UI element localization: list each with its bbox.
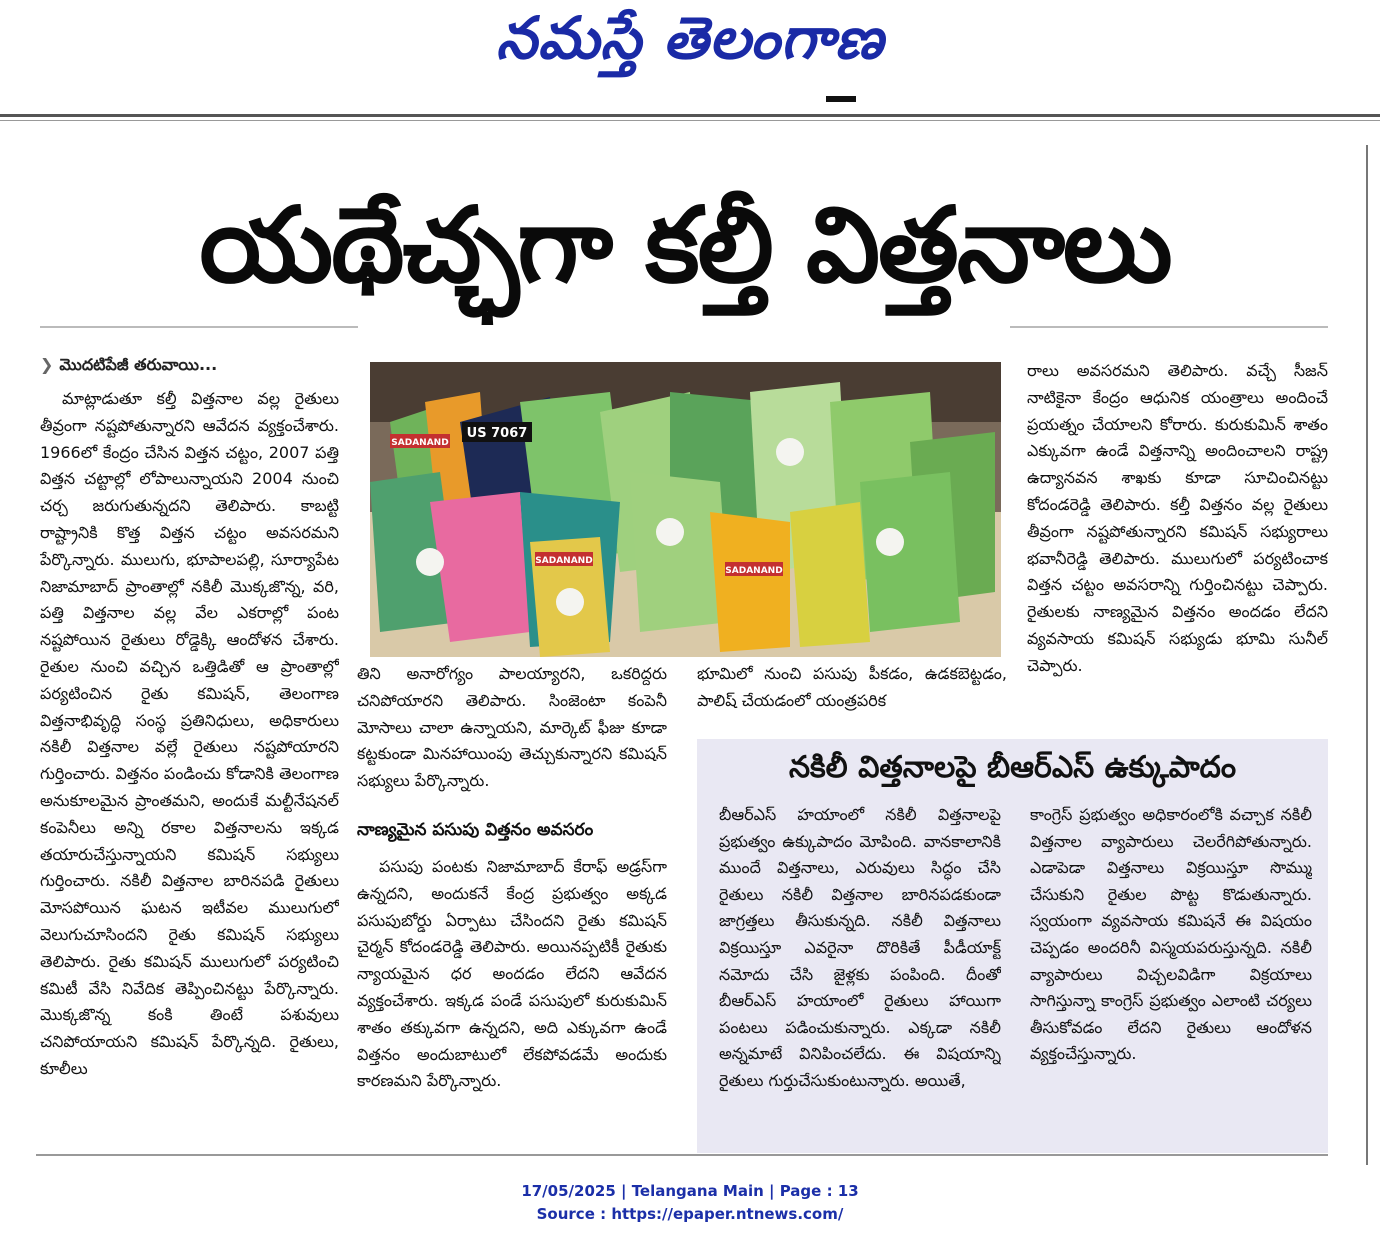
- column-1-text: మాట్లాడుతూ కల్తీ విత్తనాల వల్ల రైతులు తీవ్రంగా నష్టపోతున్నారని ఆవేదన వ్యక్తంచేశారు. 1966లో కేంద్రం చేసిన విత్తన చట్టం, 2007 పత్తి విత్తన చట్టాల్లో లోపాలున్నాయని 2004 నుంచి చర్చ జరుగుతున్నదని తెలిపారు. కాబట్టి రాష్ట్రానికి కొత్త విత్తన చట్టం అవసరమని పేర్కొన్నారు. ములుగు, భూపాలపల్లి, సూర్యాపేట నిజామాబాద్ ప్రాంతాల్లో నకిలీ మొక్కజొన్న, వరి, పత్తి విత్తనాల వల్ల వేల ఎకరాల్లో పంట నష్టపోయిన రైతులు రోడ్డెక్కి ఆందోళన చేశారు. రైతుల నుంచి వచ్చిన ఒత్తిడితో ఆ ప్రాంతాల్లో పర్యటించిన రైతు కమిషన్, తెలంగాణ విత్తనాభివృద్ధి సంస్థ ప్రతినిధులు, అధికారులు నకిలీ విత్తనాల వల్లే రైతులు నష్టపోయారని గుర్తించారు. విత్తనం పండించు కోడానికి తెలంగాణ అనుకూలమైన ప్రాంతమని, అందుకే మల్టీనేషనల్ కంపెనీలు అన్ని రకాల విత్తనాలను ఇక్కడ తయారుచేస్తున్నాయని కమిషన్ సభ్యులు గుర్తించారు. నకిలీ విత్తనాల బారినపడి రైతులు మోసపోయిన ఘటన ఇటీవల ములుగులో వెలుగుచూసిందని రైతు కమిషన్ సభ్యులు తెలిపారు. రైతు కమిషన్ ములుగులో పర్యటించి కమిటీ వేసి నివేదిక తెప్పించినట్టు పేర్కొన్నారు. మొక్కజొన్న కంకి తింటే పశువులు చనిపోయాయని కమిషన్ పేర్కొన్నది. రైతులు, కూలీలు: [40, 389, 339, 1078]
- continuation-kicker: [40, 355, 217, 378]
- packet-label-1: US 7067: [466, 426, 528, 441]
- sidebar-box: [697, 739, 1328, 1153]
- article-column-2-bottom: [357, 854, 667, 1139]
- box-column-right: [1030, 802, 1312, 1147]
- box-title: నకిలీ విత్తనాలపై బీఆర్‌ఎస్ ఉక్కుపాదం: [788, 750, 1237, 785]
- headline-rule-right: [1010, 326, 1328, 328]
- newspaper-title: నమస్తే తెలంగాణ: [496, 4, 884, 72]
- packet-label-4: SADANAND: [535, 556, 593, 566]
- headline: యథేచ్ఛగా కల్తీ విత్తనాలు: [199, 184, 1171, 306]
- article-column-4: [1027, 358, 1328, 724]
- footer-date-page: 17/05/2025 | Telangana Main | Page : 13: [521, 1182, 859, 1200]
- headline-rule-left: [40, 326, 358, 328]
- seed-packets-image: [370, 362, 1001, 657]
- column-2-bottom-text: పసుపు పంటకు నిజామాబాద్ కేరాఫ్ అడ్రస్‌గా ఉన్నదని, అందుకనే కేంద్ర ప్రభుత్వం అక్కడ పసుపుబోర్డు ఏర్పాటు చేసిందని రైతు కమిషన్ చైర్మన్ కోదండరెడ్డి తెలిపారు. అయినప్పటికీ రైతుకు న్యాయమైన ధర అందడం లేదని ఆవేదన వ్యక్తంచేశారు. ఇక్కడ పండే పసుపులో కురుకుమిన్ శాతం తక్కువగా ఉన్నదని, అది ఎక్కువగా ఉండే విత్తనం అందుబాటులో లేకపోవడమే అందుకు కారణమని పేర్కొన్నారు.: [357, 857, 667, 1091]
- packet-label-2: SADANAND: [391, 438, 449, 448]
- article-column-3: [697, 661, 1007, 721]
- column-4-text: రాలు అవసరమని తెలిపారు. వచ్చే సీజన్ నాటికైనా కేంద్రం ఆధునిక యంత్రాలు అందించే ప్రయత్నం చేయాలని కోరారు. కురుకుమిన్ శాతం ఎక్కువగా ఉండే విత్తనాన్ని అందించాలని రాష్ట్ర ఉద్యానవన శాఖకు కూడా సూచించినట్టు కోదండరెడ్డి తెలిపారు. కల్తీ విత్తనం వల్ల రైతులు తీవ్రంగా నష్టపోతున్నారని కమిషన్ సభ్యురాలు భవానీరెడ్డి తెలిపారు. ములుగులో పర్యటించాక విత్తన చట్టం అవసరాన్ని గుర్తించినట్టు చెప్పారు. రైతులకు నాణ్యమైన విత్తనం అందడం లేదని వ్యవసాయ కమిషన్ సభ్యుడు భూమి సునీల్ చెప్పారు.: [1027, 361, 1328, 675]
- column-3-text: భూమిలో నుంచి పసుపు పీకడం, ఉడకబెట్టడం, పాలిష్ చేయడంలో యంత్రపరిక: [697, 664, 1007, 710]
- column-2-top-text: తిని అనారోగ్యం పాలయ్యారని, ఒకరిద్దరు చనిపోయారని తెలిపారు. సింజెంటా కంపెనీ మోసాలు చాలా ఉన్నాయని, మార్కెట్ ఫీజు కూడా కట్టకుండా మినహాయింపు తెచ్చుకున్నారని కమిషన్ సభ్యులు పేర్కొన్నారు.: [357, 664, 667, 791]
- page-edge-rule: [1366, 145, 1368, 1165]
- masthead: [0, 0, 1380, 100]
- box-right-text: కాంగ్రెస్ ప్రభుత్వం అధికారంలోకి వచ్చాక నకిలీ విత్తనాల వ్యాపారులు చెలరేగిపోతున్నారు. ఎడాపెడా విత్తనాలు విక్రయిస్తూ సొమ్ము చేసుకుని రైతుల పొట్ట కొడుతున్నారు. స్వయంగా వ్యవసాయ కమిషనే ఈ విషయం చెప్పడం అందరినీ విస్మయపరుస్తున్నది. నకిలీ వ్యాపారులు విచ్చలవిడిగా విక్రయాలు సాగిస్తున్నా కాంగ్రెస్ ప్రభుత్వం ఎలాంటి చర్యలు తీసుకోవడం లేదని రైతులు ఆందోళన వ్యక్తంచేస్తున్నారు.: [1030, 805, 1312, 1064]
- kicker-text: మొదటిపేజీ తరువాయి...: [59, 355, 218, 374]
- masthead-mark: [826, 96, 856, 102]
- chevron-right-icon: ❯: [40, 355, 54, 374]
- article-column-2-top: [357, 661, 667, 809]
- article-column-1: [40, 386, 339, 1138]
- masthead-rule-thin: [0, 120, 1380, 121]
- seed-packets-photo: [370, 362, 1001, 657]
- subheading-turmeric: నాణ్యమైన పసుపు విత్తనం అవసరం: [357, 820, 594, 840]
- footer-source[interactable]: Source : https://epaper.ntnews.com/: [536, 1205, 844, 1223]
- box-left-text: బీఆర్‌ఎస్ హయాంలో నకిలీ విత్తనాలపై ప్రభుత్వం ఉక్కుపాదం మోపింది. వానకాలానికి ముందే విత్తనాలు, ఎరువులు సిద్ధం చేసి రైతులు నకిలీ విత్తనాల బారినపడకుండా జాగ్రత్తలు తీసుకున్నది. నకిలీ విత్తనాలు విక్రయిస్తూ ఎవరైనా దొరికితే పీడీయాక్ట్ నమోదు చేసి జైళ్లకు పంపింది. దీంతో బీఆర్‌ఎస్ హయాంలో రైతులు హాయిగా పంటలు పడించుకున్నారు. ఎక్కడా నకిలీ అన్నమాటే వినిపించలేదు. ఈ విషయాన్ని రైతులు గుర్తుచేసుకుంటున్నారు. అయితే,: [719, 805, 1001, 1090]
- box-column-left: [719, 802, 1001, 1147]
- packet-label-3: SADANAND: [725, 566, 783, 576]
- bottom-rule: [36, 1154, 1328, 1156]
- masthead-rule: [0, 114, 1380, 117]
